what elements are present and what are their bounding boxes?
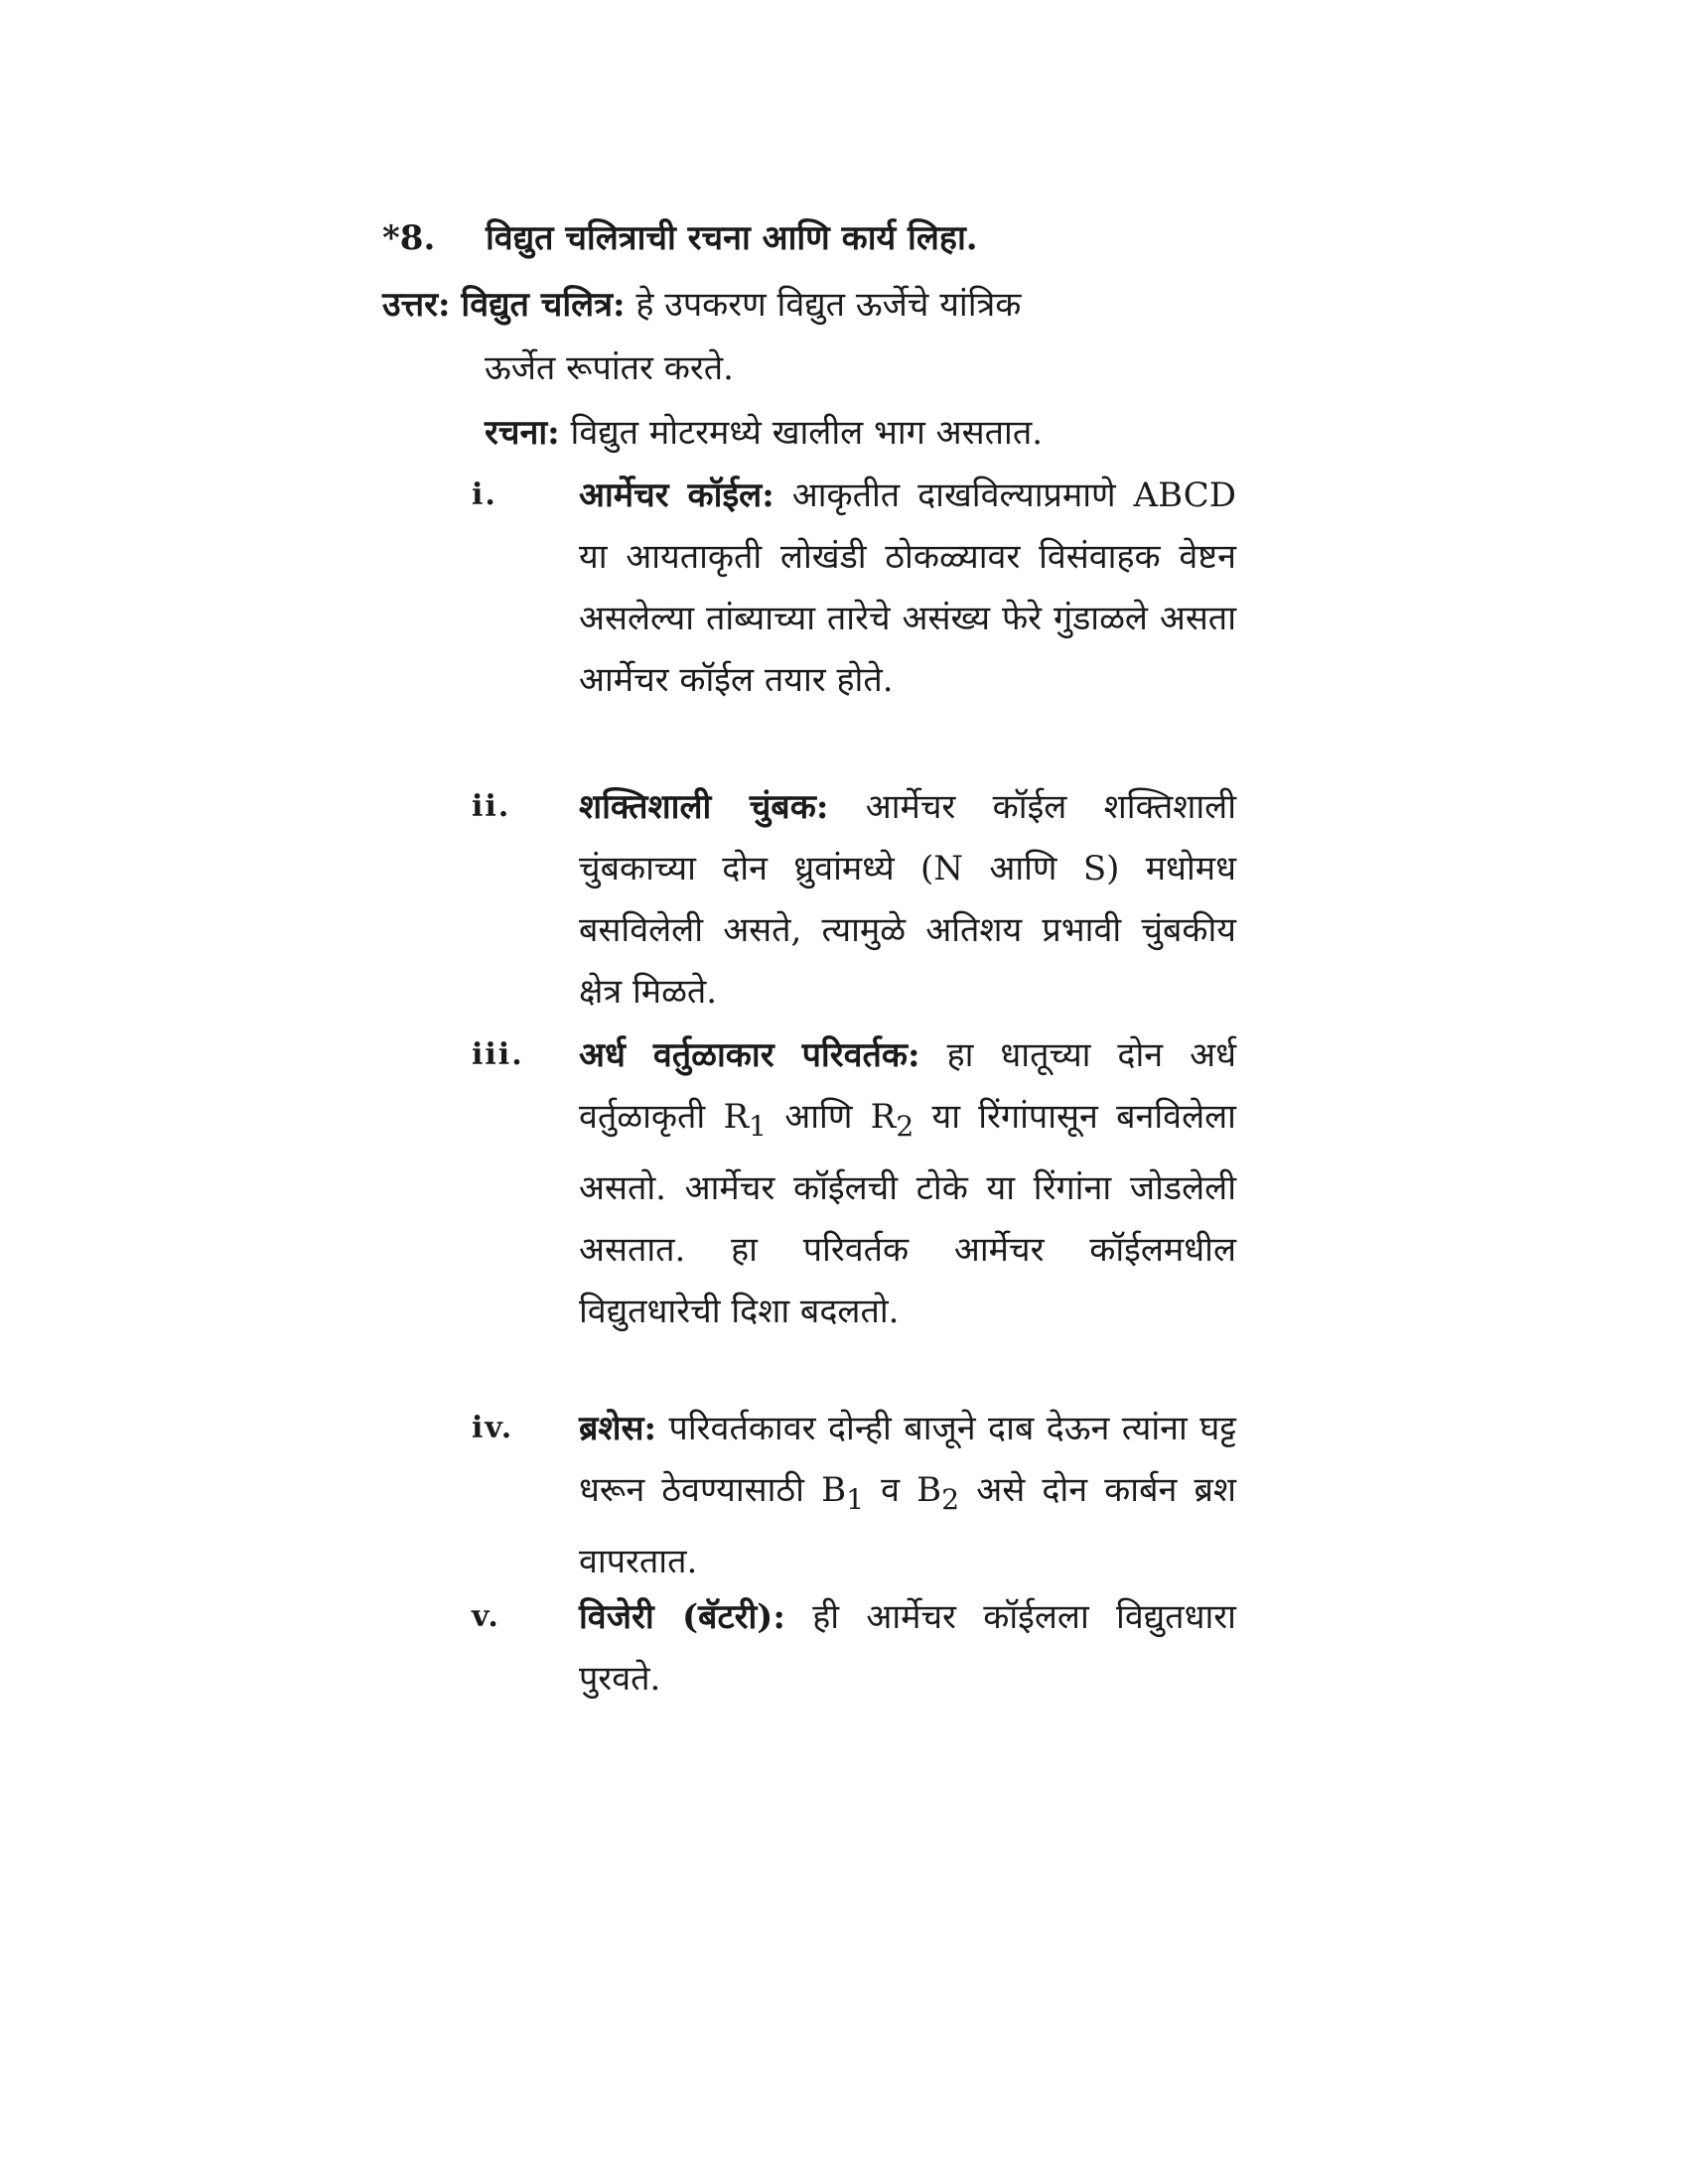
question-heading [382, 208, 1276, 268]
list-item-text: परिवर्तकावर दोन्ही बाजूने दाब देऊन त्यांना घट्ट धरून ठेवण्यासाठी B [579, 1409, 1236, 1510]
list-item-term: विजेरी (बॅटरी): [579, 1597, 785, 1637]
subscript: 2 [896, 1109, 914, 1143]
subscript: 1 [846, 1482, 865, 1516]
list-item-term: शक्तिशाली चुंबक: [579, 787, 829, 827]
subscript: 2 [941, 1482, 960, 1516]
list-item-number: ii. [472, 789, 511, 824]
list-item-text: आकृतीत दाखविल्याप्रमाणे ABCD या आयताकृती लोखंडी ठोकळ्यावर विसंवाहक वेष्टन असलेल्या तांब्याच्या तारेचे असंख्य फेरे गुंडाळले असता आर्मेचर कॉईल तयार होते. [579, 476, 1236, 700]
list-item-text: व B [864, 1470, 942, 1510]
answer-continuation [485, 338, 1239, 399]
list-item-text: हा धातूच्या दोन अर्ध वर्तुळाकृती R [579, 1035, 1236, 1137]
list-item-term: आर्मेचर कॉईल: [579, 476, 774, 515]
list-item-number: iii. [472, 1037, 524, 1072]
subscript: 1 [749, 1109, 768, 1143]
structure-label: रचना: [485, 413, 560, 453]
structure-text: विद्युत मोटरमध्ये खालील भाग असतात. [570, 413, 1044, 453]
answer-term: विद्युत चलित्र: [461, 285, 626, 325]
list-item-body [579, 465, 1236, 711]
list-item-number: i. [472, 478, 497, 512]
list-item-number: iv. [472, 1411, 514, 1445]
structure-intro [485, 402, 1239, 464]
question-number: *8. [382, 218, 436, 258]
answer-text-line2: ऊर्जेत रूपांतर करते. [485, 348, 734, 388]
list-item-body [579, 776, 1236, 1023]
list-item-number: v. [472, 1599, 500, 1634]
list-item-term: अर्ध वर्तुळाकार परिवर्तक: [579, 1035, 920, 1075]
list-item-text: आर्मेचर कॉईल शक्तिशाली चुंबकाच्या दोन ध्रुवांमध्ये (N आणि S) मधोमध बसविलेली असते, त्यामुळे अतिशय प्रभावी चुंबकीय क्षेत्र मिळते. [579, 787, 1236, 1012]
list-item-text: असे दोन कार्बन ब्रश वापरतात. [579, 1470, 1236, 1581]
list-item-text: आणि R [767, 1097, 897, 1137]
list-item-body [579, 1024, 1236, 1342]
question-text: विद्युत चलित्राची रचना आणि कार्य लिहा. [486, 218, 978, 258]
list-item-text: या रिंगांपासून बनविलेला असतो. आर्मेचर कॉईलची टोके या रिंगांना जोडलेली असतात. हा परिवर्तक आर्मेचर कॉईलमधील विद्युतधारेची दिशा बदलतो. [579, 1097, 1236, 1331]
list-item-text: ही आर्मेचर कॉईलला विद्युतधारा पुरवते. [579, 1597, 1236, 1699]
answer-intro [382, 274, 1236, 336]
answer-text-line1: हे उपकरण विद्युत ऊर्जेचे यांत्रिक [635, 285, 1022, 325]
list-item-term: ब्रशेस: [579, 1409, 657, 1448]
list-item-body [579, 1586, 1236, 1709]
list-item-body [579, 1398, 1236, 1592]
answer-label: उत्तर: [382, 285, 451, 325]
